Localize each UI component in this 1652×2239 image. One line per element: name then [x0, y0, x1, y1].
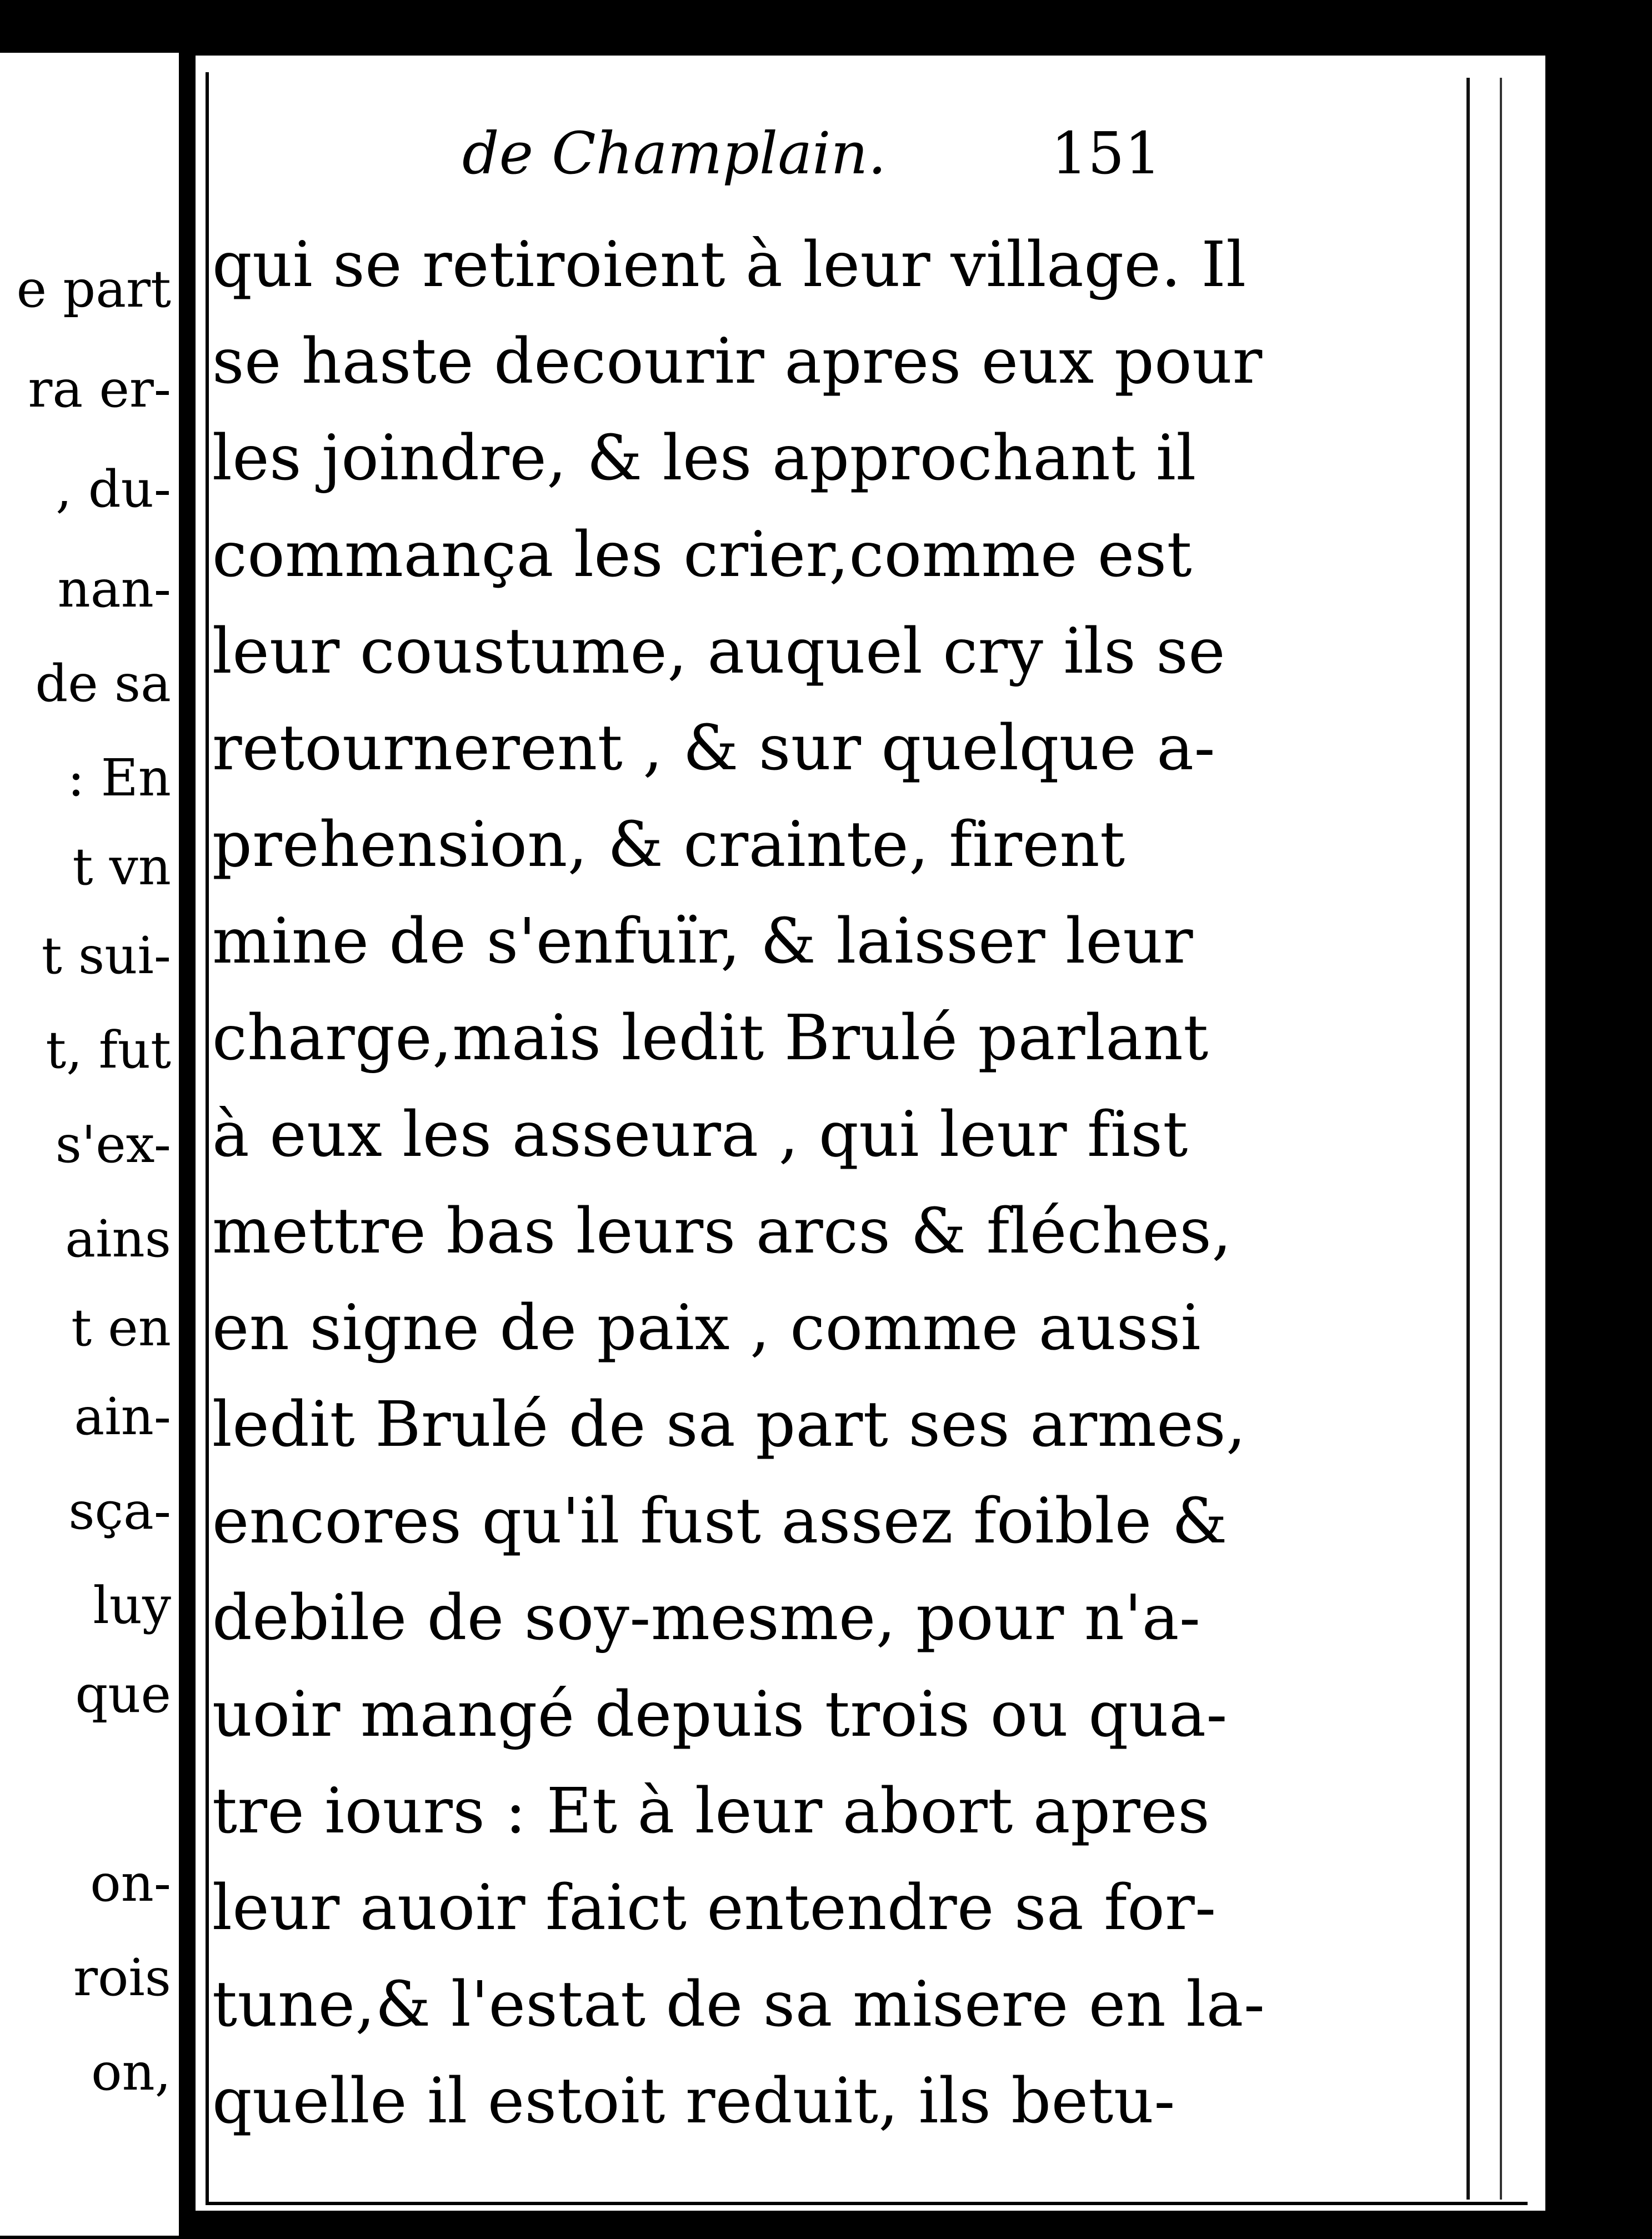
body-text: [212, 217, 1265, 2150]
facing-page-fragment: t vn: [72, 837, 171, 896]
text-line: en signe de paix , comme aussi: [212, 1292, 1201, 1364]
facing-page-fragment: luy: [93, 1576, 171, 1635]
text-line: mine de s'enfuïr, & laisser leur: [212, 905, 1193, 978]
page-edge-rule: [1466, 78, 1470, 2200]
text-line: commança les crier,comme est: [212, 519, 1193, 591]
text-line: se haste decourir apres eux pour: [212, 325, 1263, 398]
text-line: mettre bas leurs arcs & fléches,: [212, 1195, 1232, 1268]
facing-page-fragment: que: [75, 1665, 171, 1724]
text-line: tune,& l'estat de sa misere en la-: [212, 1968, 1265, 2041]
text-line: charge,mais ledit Brulé parlant: [212, 1002, 1209, 1074]
text-line: les joindre, & les approchant il: [212, 422, 1197, 494]
facing-page-strip: [0, 53, 179, 2236]
text-line: prehension, & crainte, firent: [212, 809, 1125, 881]
text-line: uoir mangé depuis trois ou qua-: [212, 1679, 1228, 1751]
running-head: [196, 119, 1418, 192]
text-line: à eux les asseura , qui leur fist: [212, 1099, 1188, 1171]
facing-page-fragment: t sui-: [41, 926, 171, 985]
book-page: [196, 56, 1545, 2211]
text-line: qui se retiroient à leur village. Il: [212, 229, 1246, 301]
facing-page-fragment: nan-: [57, 559, 171, 619]
scan-margin: [1545, 53, 1652, 2236]
facing-page-fragment: , du-: [56, 459, 171, 519]
facing-page-fragment: ains: [65, 1209, 171, 1269]
text-line: debile de soy-mesme, pour n'a-: [212, 1582, 1201, 1654]
page-gutter: [179, 53, 196, 2236]
facing-page-fragment: sça-: [68, 1481, 171, 1541]
facing-page-fragment: e part: [16, 259, 171, 319]
text-line: tre iours : Et à leur abort apres: [212, 1775, 1210, 1847]
facing-page-fragment: s'ex-: [55, 1115, 171, 1174]
facing-page-fragment: ra er-: [28, 359, 171, 419]
facing-page-fragment: : En: [67, 748, 171, 808]
text-line: leur coustume, auquel cry ils se: [212, 615, 1226, 688]
text-line: encores qu'il fust assez foible &: [212, 1485, 1228, 1557]
facing-page-fragment: t, fut: [46, 1020, 171, 1080]
facing-page-fragment: t en: [71, 1298, 171, 1358]
facing-page-fragment: on,: [91, 2042, 171, 2102]
page-edge-rule: [1500, 78, 1502, 2200]
facing-page-fragment: de sa: [35, 654, 171, 713]
facing-page-fragment: on-: [90, 1854, 171, 1913]
text-line: quelle il estoit reduit, ils betu-: [212, 2065, 1175, 2137]
page-number: 151: [1051, 119, 1162, 187]
facing-page-fragment: rois: [73, 1948, 171, 2007]
text-line: retournerent , & sur quelque a-: [212, 712, 1215, 784]
text-line: ledit Brulé de sa part ses armes,: [212, 1389, 1246, 1461]
facing-page-fragment: ain-: [74, 1387, 171, 1446]
running-head-title: de Champlain.: [462, 119, 887, 187]
text-line: leur auoir faict entendre sa for-: [212, 1872, 1217, 1944]
